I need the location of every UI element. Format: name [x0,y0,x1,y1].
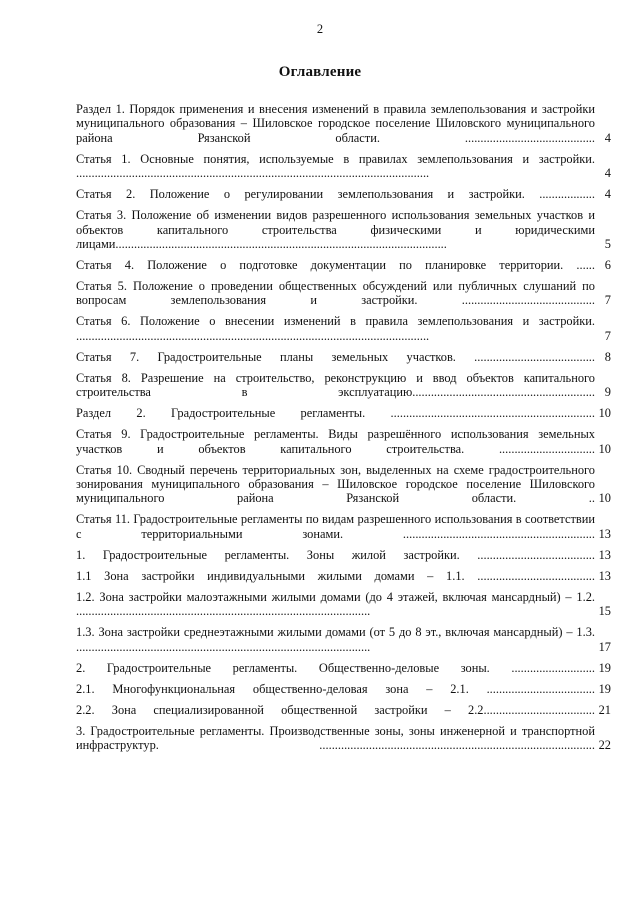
toc-entry[interactable] [76,463,611,506]
toc-entry-text: Статья 3. Положение об изменении видов разрешенного использования земельных участков и объектов капитального строительства физическими и юридическими лицами........................................................................................................... [76,208,595,252]
toc-entry[interactable] [76,187,611,201]
toc-entry-page: 17 [598,639,611,654]
toc-entry-text: 1. Градостроительные регламенты. Зоны жилой застройки. ...................................... [76,547,595,562]
toc-entry-text: Статья 8. Разрешение на строительство, реконструкцию и ввод объектов капитального строительства в эксплуатацию........................................................... [76,370,595,400]
toc-entry-page: 19 [598,660,611,675]
toc-entry-page: 8 [604,349,611,364]
toc-entry[interactable] [76,682,611,696]
toc-entry-page: 19 [598,681,611,696]
toc-entry-page: 13 [598,568,611,583]
toc-entry-text: 1.1 Зона застройки индивидуальными жилыми домами – 1.1. ...................................... [76,568,595,583]
toc-entry-page: 5 [604,237,611,252]
toc-entry-page: 13 [598,547,611,562]
toc-entry-page: 4 [604,187,611,202]
toc-entry-text: Статья 6. Положение о внесении изменений в правила землепользования и застройки. .................................................................................................................. [76,314,595,343]
toc-title: Оглавление [278,64,362,80]
toc-entry-text: Статья 11. Градостроительные регламенты по видам разрешенного использования в соответствии с территориальными зонами. .............................................................. [76,512,595,541]
toc-entry-text: Раздел 2. Градостроительные регламенты. .................................................................. [76,406,595,421]
toc-entry[interactable] [76,548,611,562]
toc-entry-text: 3. Градостроительные регламенты. Производственные зоны, зоны инженерной и транспортной инфраструктур. ......................................................................................... [76,723,595,753]
toc-entry-text: Статья 7. Градостроительные планы земельных участков. ....................................... [76,349,595,364]
toc-entry-text: Статья 9. Градостроительные регламенты. Виды разрешённого использования земельных участков и объектов капитального строительства. ............................... [76,427,595,456]
toc-entry[interactable] [76,208,611,251]
toc-entry-text: 2.2. Зона специализированной общественной застройки – 2.2.................................... [76,702,595,717]
toc-entry[interactable] [76,371,611,400]
toc-entry-page: 6 [604,258,611,273]
toc-entry-page: 4 [604,130,611,145]
toc-entry-page: 13 [598,526,611,541]
toc-entry[interactable] [76,152,611,181]
toc-entry-page: 15 [598,604,611,619]
toc-entry[interactable] [76,569,611,583]
toc-entry-text: Раздел 1. Порядок применения и внесения изменений в правила землепользования и застройки муниципального образования – Шиловское городское поселение Шиловского муниципального района Рязанской области. .......................................... [76,102,595,145]
page-number: 2 [316,22,324,36]
toc-entry-page: 22 [598,738,611,753]
toc-entry-text: Статья 2. Положение о регулировании землепользования и застройки. .................. [76,187,595,202]
toc-entry-page: 7 [604,328,611,343]
toc-entry-page: 9 [604,385,611,400]
toc-entry-text: 2. Градостроительные регламенты. Общественно-деловые зоны. ........................... [76,660,595,675]
toc-entry[interactable] [76,314,611,343]
toc-entry-text: Статья 10. Сводный перечень территориальных зон, выделенных на схеме градостроительного зонирования муниципального образования – Шиловское городское поселение Шиловского муниципального района Рязанской области. .. [76,462,595,506]
toc-entry-page: 4 [604,166,611,181]
toc-entry-text: 1.2. Зона застройки малоэтажными жилыми домами (до 4 этажей, включая мансардный) – 1.2. ............................................................................................... [76,589,595,619]
toc-entry[interactable] [76,625,611,654]
toc-entry[interactable] [76,406,611,420]
toc-entry-page: 10 [598,441,611,456]
toc-entry-text: Статья 1. Основные понятия, используемые в правилах землепользования и застройки. .................................................................................................................. [76,151,595,181]
toc-entry-text: 1.3. Зона застройки среднеэтажными жилыми домами (от 5 до 8 эт., включая мансардный) – 1.3. ............................................................................................... [76,625,595,654]
toc-entry-text: Статья 4. Положение о подготовке документации по планировке территории. ...... [76,258,595,273]
toc-entry-text: 2.1. Многофункциональная общественно-деловая зона – 2.1. ................................... [76,681,595,696]
toc-entry[interactable] [76,102,611,145]
toc-entry[interactable] [76,661,611,675]
toc-entry[interactable] [76,703,611,717]
toc-entry[interactable] [76,279,611,308]
toc-entry[interactable] [76,427,611,456]
toc-entry-page: 7 [604,293,611,308]
toc-entry[interactable] [76,350,611,364]
toc-entry[interactable] [76,512,611,541]
toc-entry[interactable] [76,590,611,619]
toc-entry-page: 10 [598,491,611,506]
toc-entry-page: 10 [598,406,611,421]
toc-entry-text: Статья 5. Положение о проведении общественных обсуждений или публичных слушаний по вопросам землепользования и застройки. ........................................... [76,279,595,308]
toc-entry[interactable] [76,258,611,272]
toc-entry-page: 21 [598,702,611,717]
toc-entry[interactable] [76,724,611,753]
table-of-contents [76,102,611,759]
